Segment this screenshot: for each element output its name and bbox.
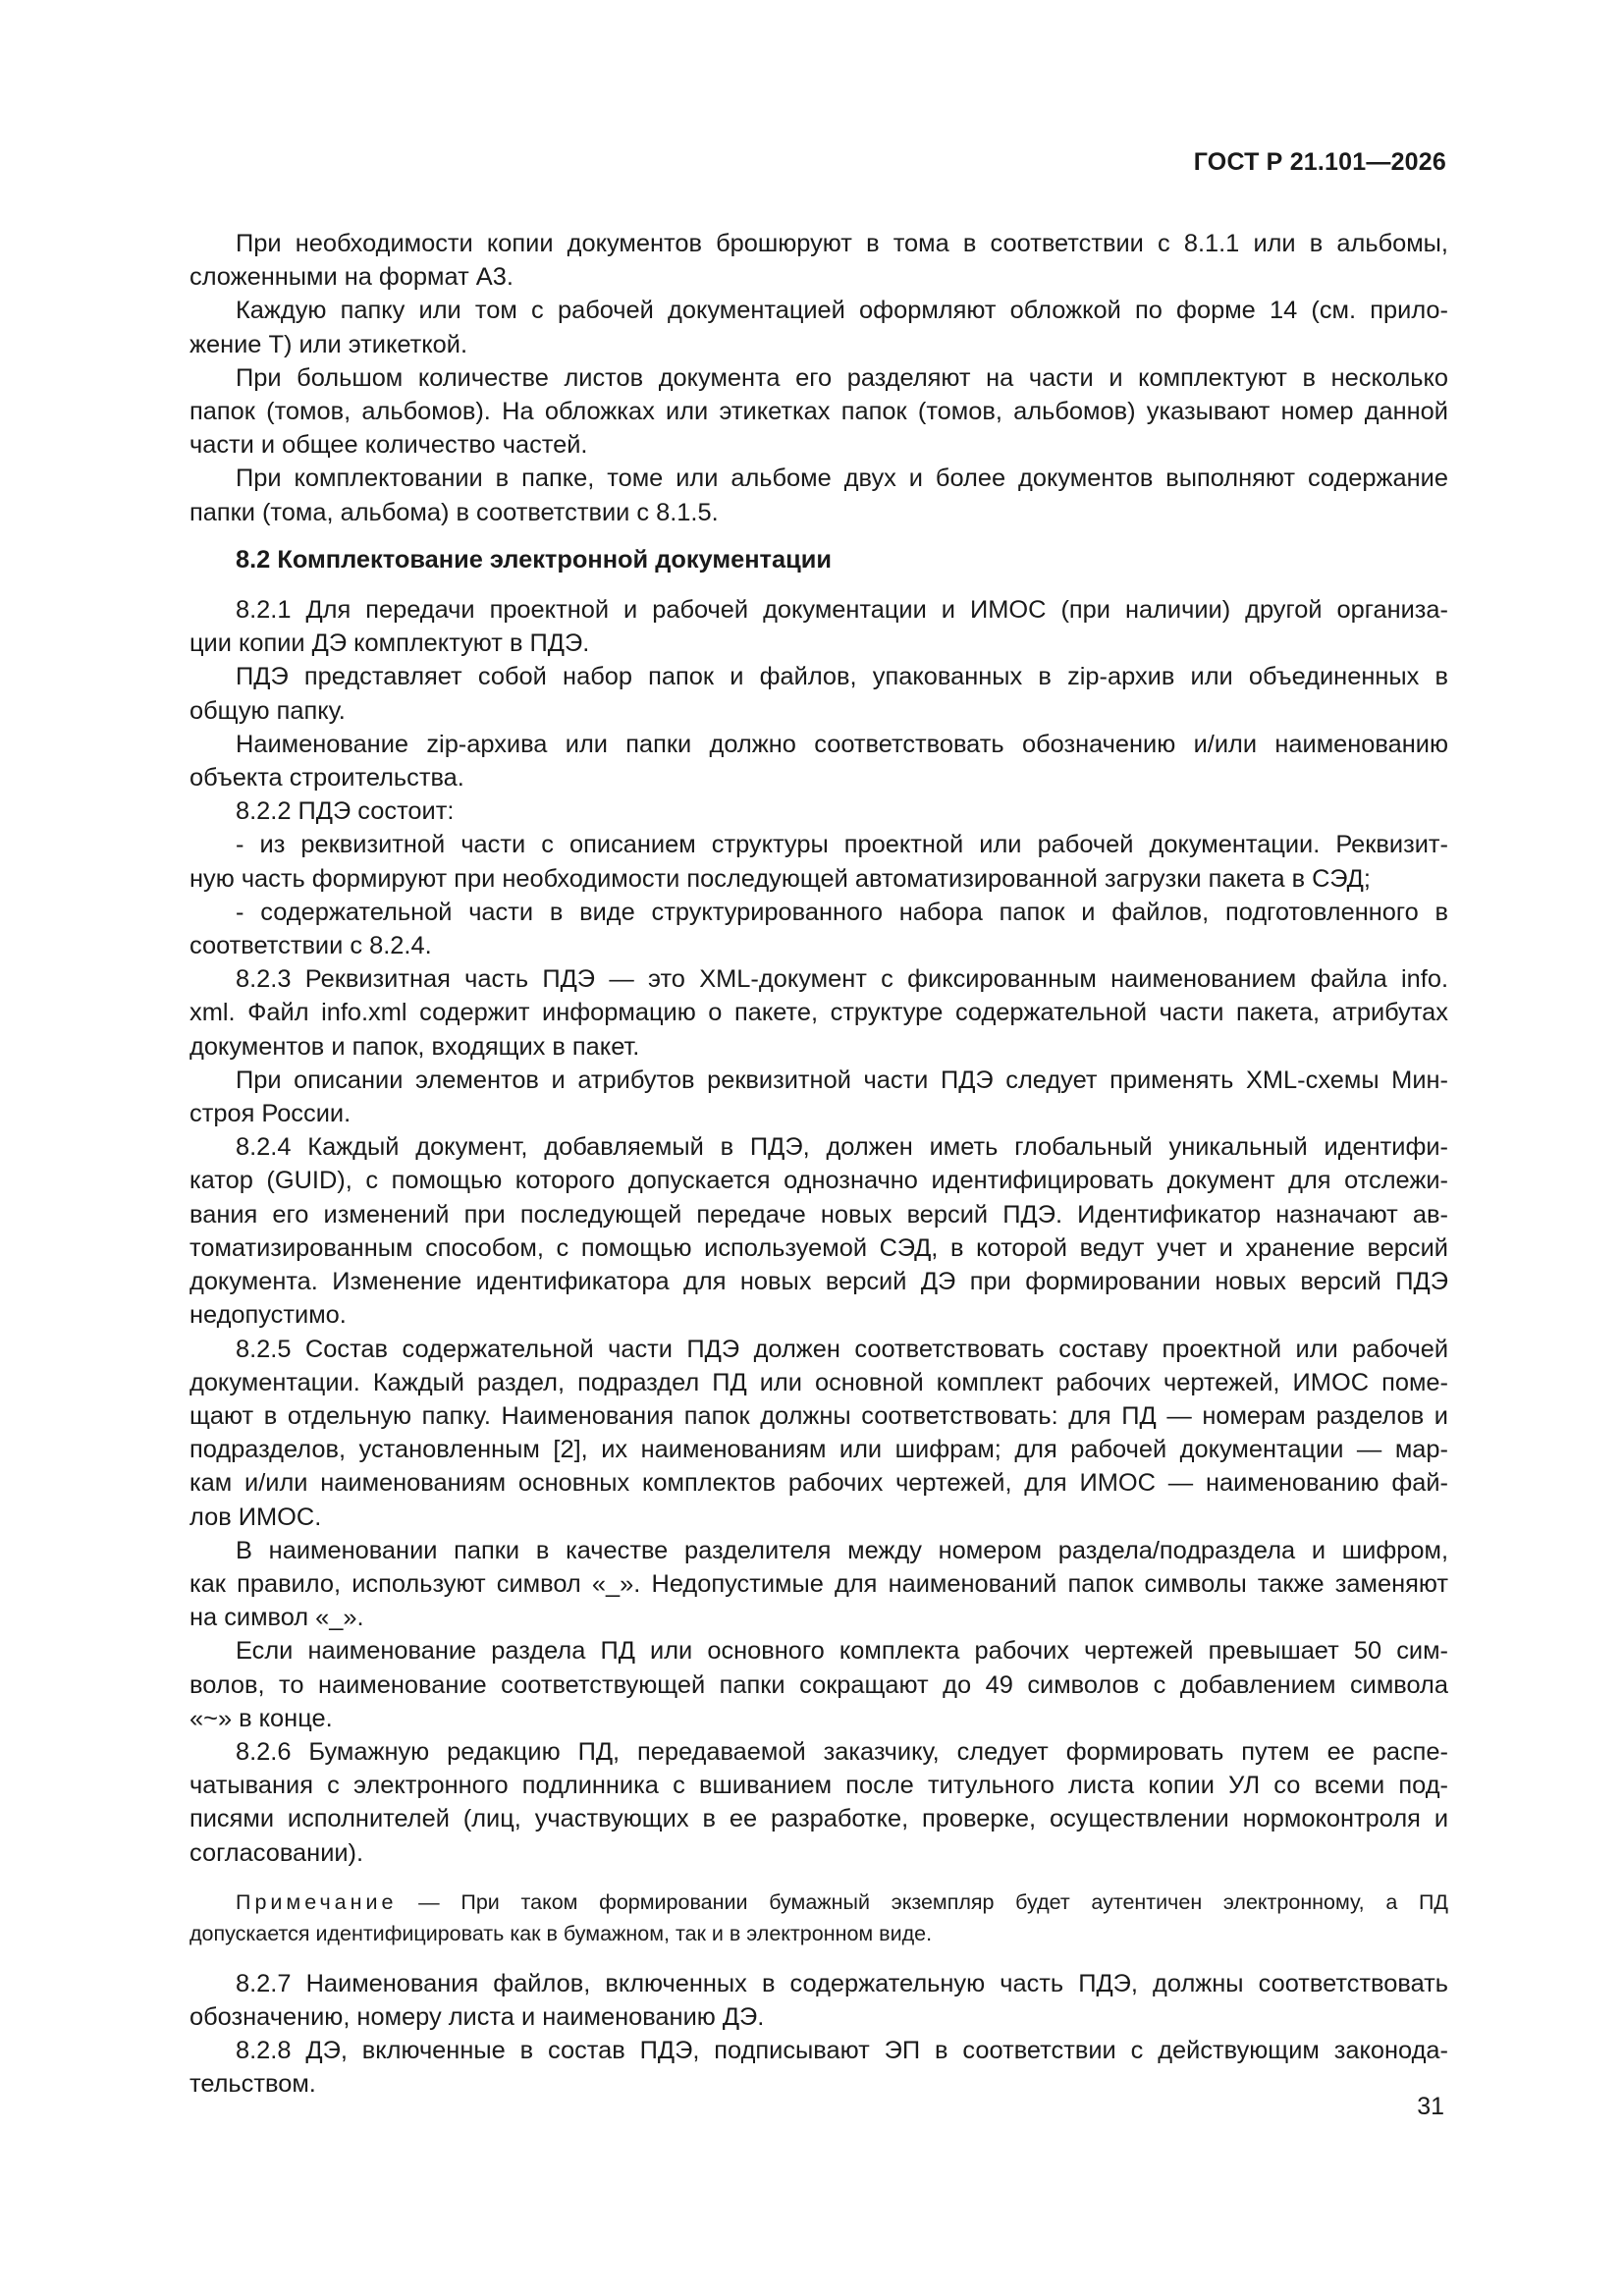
text-line: 8.2.4 Каждый документ, добавляемый в ПДЭ, должен иметь глобальный уникальный идентифи- <box>236 1133 1448 1162</box>
text-line: томатизированным способом, с помощью используемой СЭД, в которой ведут учет и хранение версий <box>189 1233 1448 1262</box>
text-line: вания его изменений при последующей передаче новых версий ПДЭ. Идентификатор назначают ав- <box>189 1200 1448 1229</box>
paragraph <box>189 2034 1448 2101</box>
text-line: сложенными на формат А3. <box>189 263 514 292</box>
text-line: лов ИМОС. <box>189 1503 322 1531</box>
text-line: как правило, используют символ «_». Недопустимые для наименований папок символы также заменяют <box>189 1569 1448 1598</box>
paragraph <box>189 593 1448 660</box>
text-line: объекта строительства. <box>189 764 464 793</box>
text-line: - содержательной части в виде структурированного набора папок и файлов, подготовленного в <box>236 898 1448 926</box>
text-line: обозначению, номеру листа и наименованию ДЭ. <box>189 2002 765 2031</box>
text-line: 8.2.2 ПДЭ состоит: <box>236 797 455 826</box>
text-line: - из реквизитной части с описанием структуры проектной или рабочей документации. Реквизит- <box>236 831 1448 859</box>
text-line: подразделов, установленным [2], их наименованиям или шифрам; для рабочей документации — мар- <box>189 1436 1448 1464</box>
paragraphs-top <box>189 227 1448 529</box>
paragraph <box>189 660 1448 727</box>
text-line: 8.2.7 Наименования файлов, включенных в содержательную часть ПДЭ, должны соответствовать <box>236 1969 1448 1997</box>
text-line: писями исполнителей (лиц, участвующих в ее разработке, проверке, осуществлении нормоконтроля и <box>189 1805 1448 1833</box>
paragraph <box>189 1735 1448 1870</box>
list-item <box>189 896 1448 962</box>
paragraph <box>189 962 1448 1064</box>
paragraphs-main <box>189 593 1448 1870</box>
text-line: ции копии ДЭ комплектуют в ПДЭ. <box>189 629 590 658</box>
text-line: 8.2.8 ДЭ, включенные в состав ПДЭ, подписывают ЭП в соответствии с действующим законода- <box>236 2037 1448 2065</box>
note-text: — При таком формировании бумажный экземпляр будет аутентичен электронному, а ПД <box>418 1889 1448 1914</box>
text-line: 8.2.6 Бумажную редакцию ПД, передаваемой заказчику, следует формировать путем ее распе- <box>236 1737 1448 1766</box>
text-line: При необходимости копии документов брошюруют в тома в соответствии с 8.1.1 или в альбомы, <box>236 230 1448 257</box>
paragraph <box>189 1333 1448 1534</box>
page-number: 31 <box>1417 2093 1444 2120</box>
text-line: чатывания с электронного подлинника с вшиванием после титульного листа копии УЛ со всеми под- <box>189 1772 1448 1800</box>
text-line: документа. Изменение идентификатора для новых версий ДЭ при формировании новых версий ПДЭ <box>189 1268 1448 1296</box>
text-line: части и общее количество частей. <box>189 431 588 460</box>
standard-designation: ГОСТ Р 21.101—2026 <box>1193 148 1446 176</box>
paragraph <box>189 294 1448 360</box>
note-line <box>189 1886 1448 1919</box>
text-line: Каждую папку или том с рабочей документацией оформляют обложкой по форме 14 (см. прило- <box>236 297 1448 325</box>
text-line: папок (томов, альбомов). На обложках или этикетках папок (томов, альбомов) указывают номер данной <box>189 398 1448 426</box>
text-line: 8.2.3 Реквизитная часть ПДЭ — это XML-документ с фиксированным наименованием файла info. <box>236 965 1448 994</box>
note-label: Примечание <box>236 1889 398 1914</box>
text-line: 8.2.5 Состав содержательной части ПДЭ должен соответствовать составу проектной или рабочей <box>236 1335 1448 1363</box>
text-line: Наименование zip-архива или папки должно соответствовать обозначению и/или наименованию <box>236 730 1448 758</box>
text-line: кам и/или наименованиям основных комплектов рабочих чертежей, для ИМОС — наименованию фай- <box>189 1469 1448 1498</box>
text-line: «~» в конце. <box>189 1704 333 1732</box>
text-line: соответствии с 8.2.4. <box>189 932 432 960</box>
text-line: недопустимо. <box>189 1301 347 1330</box>
paragraphs-end <box>189 1967 1448 2102</box>
text-line: документов и папок, входящих в пакет. <box>189 1032 640 1061</box>
paragraph <box>189 1634 1448 1735</box>
note-line: допускается идентифицировать как в бумажном, так и в электронном виде. <box>189 1922 933 1946</box>
text-line: общую папку. <box>189 696 346 725</box>
text-line: щают в отдельную папку. Наименования папок должны соответствовать: для ПД — номерам разделов и <box>189 1401 1448 1430</box>
text-line: При описании элементов и атрибутов реквизитной части ПДЭ следует применять XML-схемы Мин- <box>236 1066 1448 1094</box>
paragraph <box>189 1534 1448 1635</box>
text-line: жение Т) или этикеткой. <box>189 330 468 358</box>
text-line: на символ «_». <box>189 1604 364 1632</box>
text-line: папки (тома, альбома) в соответствии с 8.1.5. <box>189 498 719 526</box>
text-line: xml. Файл info.xml содержит информацию о пакете, структуре содержательной части пакета, атрибутах <box>189 999 1448 1027</box>
section-heading: 8.2 Комплектование электронной документации <box>236 545 832 574</box>
paragraph <box>189 1064 1448 1130</box>
text-line: При комплектовании в папке, томе или альбоме двух и более документов выполняют содержание <box>236 465 1448 493</box>
text-line: волов, то наименование соответствующей папки сокращают до 49 символов с добавлением символа <box>189 1670 1448 1699</box>
paragraph <box>189 728 1448 794</box>
text-line: ПДЭ представляет собой набор папок и файлов, упакованных в zip-архив или объединенных в <box>236 663 1448 691</box>
text-line: В наименовании папки в качестве разделителя между номером раздела/подраздела и шифром, <box>236 1536 1448 1564</box>
note <box>189 1886 1448 1950</box>
paragraph <box>189 794 1448 828</box>
text-line: Если наименование раздела ПД или основного комплекта рабочих чертежей превышает 50 сим- <box>236 1637 1448 1666</box>
text-line: катор (GUID), с помощью которого допускается однозначно идентифицировать документ для отслежи- <box>189 1167 1448 1195</box>
text-line: При большом количестве листов документа его разделяют на части и комплектуют в несколько <box>236 363 1448 392</box>
text-line: ную часть формируют при необходимости последующей автоматизированной загрузки пакета в СЭД; <box>189 864 1371 893</box>
text-line: строя России. <box>189 1100 352 1128</box>
text-line: тельством. <box>189 2070 316 2099</box>
paragraph <box>189 227 1448 294</box>
paragraph <box>189 1130 1448 1332</box>
text-line: 8.2.1 Для передачи проектной и рабочей документации и ИМОС (при наличии) другой организа- <box>236 596 1448 625</box>
text-line: согласовании). <box>189 1838 364 1867</box>
list-item <box>189 828 1448 895</box>
paragraph <box>189 361 1448 463</box>
text-line: документации. Каждый раздел, подраздел ПД или основной комплект рабочих чертежей, ИМОС поме- <box>189 1368 1448 1396</box>
document-body <box>189 227 1448 2102</box>
paragraph <box>189 1967 1448 2034</box>
paragraph <box>189 462 1448 528</box>
